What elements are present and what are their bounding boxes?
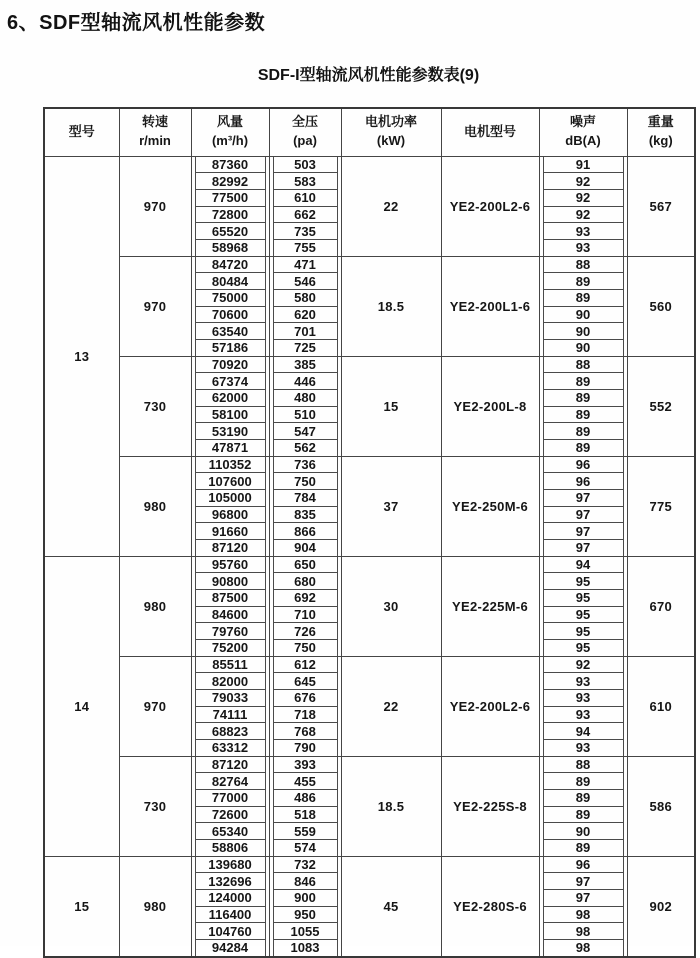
speed-cell: 980	[119, 556, 191, 656]
weight-cell: 586	[627, 756, 695, 856]
noise-value: 88	[543, 257, 624, 274]
noise-value: 88	[543, 757, 624, 774]
noise-value: 89	[543, 289, 624, 307]
flow-value: 67374	[195, 372, 266, 390]
pressure-column-cell	[269, 656, 341, 756]
flow-value: 82000	[195, 672, 266, 690]
motor-model-cell: YE2-200L2-6	[441, 656, 539, 756]
noise-value: 89	[543, 272, 624, 290]
noise-value: 97	[543, 506, 624, 524]
pressure-value: 610	[273, 189, 338, 207]
noise-value: 93	[543, 689, 624, 707]
col-header-motor: 电机型号	[441, 108, 539, 156]
pressure-value: 480	[273, 389, 338, 407]
noise-value: 94	[543, 722, 624, 740]
pressure-stack	[270, 257, 341, 356]
flow-value: 58806	[195, 839, 266, 856]
pressure-value: 835	[273, 506, 338, 524]
flow-value: 58100	[195, 406, 266, 424]
pressure-value: 846	[273, 872, 338, 890]
pressure-value: 784	[273, 489, 338, 507]
noise-value: 89	[543, 372, 624, 390]
pressure-value: 583	[273, 172, 338, 190]
noise-value: 94	[543, 557, 624, 574]
pressure-stack	[270, 857, 341, 956]
flow-value: 104760	[195, 922, 266, 940]
pressure-stack	[270, 357, 341, 456]
noise-value: 98	[543, 939, 624, 956]
noise-value: 95	[543, 589, 624, 607]
noise-value: 96	[543, 857, 624, 874]
flow-value: 79033	[195, 689, 266, 707]
noise-value: 93	[543, 706, 624, 724]
flow-column-cell	[191, 656, 269, 756]
motor-model-cell: YE2-200L2-6	[441, 156, 539, 256]
pressure-value: 574	[273, 839, 338, 856]
pressure-value: 518	[273, 806, 338, 824]
power-cell: 15	[341, 356, 441, 456]
pressure-value: 1083	[273, 939, 338, 956]
pressure-stack	[270, 757, 341, 856]
flow-value: 82992	[195, 172, 266, 190]
col-header-power: 电机功率 (kW)	[341, 108, 441, 156]
performance-table	[43, 107, 696, 958]
flow-stack	[192, 557, 269, 656]
flow-value: 65340	[195, 822, 266, 840]
speed-cell: 730	[119, 756, 191, 856]
flow-value: 84720	[195, 257, 266, 274]
flow-value: 74111	[195, 706, 266, 724]
power-cell: 37	[341, 456, 441, 556]
block-row	[44, 156, 695, 256]
power-cell: 18.5	[341, 256, 441, 356]
pressure-value: 750	[273, 472, 338, 490]
noise-column-cell	[539, 656, 627, 756]
noise-value: 95	[543, 639, 624, 656]
flow-value: 82764	[195, 772, 266, 790]
col-header-flow: 风量 (m³/h)	[191, 108, 269, 156]
noise-value: 97	[543, 539, 624, 556]
noise-value: 91	[543, 157, 624, 174]
noise-value: 89	[543, 806, 624, 824]
pressure-value: 455	[273, 772, 338, 790]
noise-value: 90	[543, 306, 624, 324]
pressure-value: 701	[273, 322, 338, 340]
pressure-value: 768	[273, 722, 338, 740]
noise-value: 92	[543, 657, 624, 674]
pressure-column-cell	[269, 756, 341, 856]
model-cell: 13	[44, 156, 119, 556]
power-cell: 45	[341, 856, 441, 957]
noise-value: 90	[543, 822, 624, 840]
noise-value: 97	[543, 489, 624, 507]
speed-cell: 970	[119, 256, 191, 356]
noise-value: 90	[543, 339, 624, 356]
noise-column-cell	[539, 756, 627, 856]
weight-cell: 567	[627, 156, 695, 256]
pressure-value: 736	[273, 457, 338, 474]
block-row	[44, 756, 695, 856]
motor-model-cell: YE2-225S-8	[441, 756, 539, 856]
weight-cell: 560	[627, 256, 695, 356]
noise-value: 89	[543, 789, 624, 807]
pressure-stack	[270, 457, 341, 556]
speed-cell: 730	[119, 356, 191, 456]
noise-column-cell	[539, 256, 627, 356]
pressure-value: 1055	[273, 922, 338, 940]
weight-cell: 902	[627, 856, 695, 957]
weight-cell: 610	[627, 656, 695, 756]
motor-model-cell: YE2-280S-6	[441, 856, 539, 957]
col-header-weight: 重量 (kg)	[627, 108, 695, 156]
noise-value: 89	[543, 839, 624, 856]
pressure-value: 503	[273, 157, 338, 174]
block-row	[44, 556, 695, 656]
flow-value: 85511	[195, 657, 266, 674]
pressure-column-cell	[269, 556, 341, 656]
flow-value: 63312	[195, 739, 266, 756]
pressure-value: 904	[273, 539, 338, 556]
block-row	[44, 356, 695, 456]
noise-value: 92	[543, 206, 624, 224]
flow-stack	[192, 357, 269, 456]
noise-stack	[540, 557, 627, 656]
flow-value: 47871	[195, 439, 266, 456]
noise-value: 93	[543, 222, 624, 240]
flow-value: 87120	[195, 757, 266, 774]
noise-value: 92	[543, 172, 624, 190]
model-cell: 15	[44, 856, 119, 957]
flow-value: 68823	[195, 722, 266, 740]
pressure-value: 446	[273, 372, 338, 390]
noise-value: 98	[543, 922, 624, 940]
pressure-value: 750	[273, 639, 338, 656]
power-cell: 18.5	[341, 756, 441, 856]
page-title: 6、SDF型轴流风机性能参数	[7, 12, 266, 34]
table-title: SDF-I型轴流风机性能参数表(9)	[257, 67, 480, 84]
col-header-speed: 转速 r/min	[119, 108, 191, 156]
speed-cell: 970	[119, 156, 191, 256]
flow-value: 91660	[195, 522, 266, 540]
flow-column-cell	[191, 456, 269, 556]
flow-value: 124000	[195, 889, 266, 907]
noise-value: 89	[543, 406, 624, 424]
pressure-value: 547	[273, 422, 338, 440]
flow-value: 87360	[195, 157, 266, 174]
header-row	[44, 108, 695, 156]
flow-column-cell	[191, 356, 269, 456]
noise-value: 88	[543, 357, 624, 374]
noise-column-cell	[539, 856, 627, 957]
flow-value: 132696	[195, 872, 266, 890]
weight-cell: 670	[627, 556, 695, 656]
power-cell: 30	[341, 556, 441, 656]
pressure-value: 645	[273, 672, 338, 690]
motor-model-cell: YE2-225M-6	[441, 556, 539, 656]
flow-column-cell	[191, 156, 269, 256]
block-row	[44, 656, 695, 756]
pressure-value: 755	[273, 239, 338, 256]
noise-value: 97	[543, 522, 624, 540]
noise-value: 89	[543, 389, 624, 407]
noise-value: 89	[543, 422, 624, 440]
pressure-value: 471	[273, 257, 338, 274]
flow-value: 62000	[195, 389, 266, 407]
flow-value: 87120	[195, 539, 266, 556]
pressure-column-cell	[269, 156, 341, 256]
pressure-value: 950	[273, 906, 338, 924]
pressure-value: 580	[273, 289, 338, 307]
model-cell: 14	[44, 556, 119, 856]
pressure-column-cell	[269, 256, 341, 356]
flow-value: 75200	[195, 639, 266, 656]
pressure-column-cell	[269, 456, 341, 556]
flow-value: 53190	[195, 422, 266, 440]
flow-stack	[192, 657, 269, 756]
pressure-value: 650	[273, 557, 338, 574]
pressure-value: 486	[273, 789, 338, 807]
pressure-value: 562	[273, 439, 338, 456]
flow-column-cell	[191, 256, 269, 356]
pressure-value: 680	[273, 572, 338, 590]
pressure-stack	[270, 657, 341, 756]
flow-stack	[192, 457, 269, 556]
pressure-value: 718	[273, 706, 338, 724]
speed-cell: 980	[119, 456, 191, 556]
pressure-value: 620	[273, 306, 338, 324]
block-row	[44, 856, 695, 957]
flow-value: 107600	[195, 472, 266, 490]
flow-value: 63540	[195, 322, 266, 340]
flow-value: 70600	[195, 306, 266, 324]
power-cell: 22	[341, 156, 441, 256]
motor-model-cell: YE2-200L1-6	[441, 256, 539, 356]
flow-value: 75000	[195, 289, 266, 307]
speed-cell: 980	[119, 856, 191, 957]
power-cell: 22	[341, 656, 441, 756]
flow-value: 139680	[195, 857, 266, 874]
pressure-value: 710	[273, 606, 338, 624]
flow-value: 70920	[195, 357, 266, 374]
pressure-value: 692	[273, 589, 338, 607]
flow-value: 80484	[195, 272, 266, 290]
noise-value: 89	[543, 772, 624, 790]
flow-stack	[192, 257, 269, 356]
pressure-value: 676	[273, 689, 338, 707]
flow-value: 77500	[195, 189, 266, 207]
pressure-value: 726	[273, 622, 338, 640]
flow-value: 90800	[195, 572, 266, 590]
block-row	[44, 256, 695, 356]
flow-stack	[192, 157, 269, 256]
flow-column-cell	[191, 856, 269, 957]
flow-stack	[192, 757, 269, 856]
noise-value: 93	[543, 239, 624, 256]
pressure-value: 393	[273, 757, 338, 774]
pressure-value: 732	[273, 857, 338, 874]
noise-stack	[540, 657, 627, 756]
flow-value: 58968	[195, 239, 266, 256]
flow-value: 79760	[195, 622, 266, 640]
flow-value: 105000	[195, 489, 266, 507]
noise-column-cell	[539, 156, 627, 256]
noise-value: 95	[543, 622, 624, 640]
noise-stack	[540, 857, 627, 956]
flow-value: 87500	[195, 589, 266, 607]
pressure-value: 866	[273, 522, 338, 540]
motor-model-cell: YE2-250M-6	[441, 456, 539, 556]
flow-value: 116400	[195, 906, 266, 924]
pressure-value: 735	[273, 222, 338, 240]
noise-column-cell	[539, 356, 627, 456]
noise-stack	[540, 457, 627, 556]
weight-cell: 552	[627, 356, 695, 456]
noise-value: 93	[543, 739, 624, 756]
flow-stack	[192, 857, 269, 956]
block-row	[44, 456, 695, 556]
flow-value: 57186	[195, 339, 266, 356]
speed-cell: 970	[119, 656, 191, 756]
pressure-stack	[270, 157, 341, 256]
noise-value: 96	[543, 457, 624, 474]
flow-value: 72800	[195, 206, 266, 224]
pressure-value: 612	[273, 657, 338, 674]
pressure-value: 385	[273, 357, 338, 374]
noise-stack	[540, 757, 627, 856]
noise-value: 97	[543, 889, 624, 907]
noise-value: 95	[543, 606, 624, 624]
motor-model-cell: YE2-200L-8	[441, 356, 539, 456]
noise-value: 97	[543, 872, 624, 890]
pressure-stack	[270, 557, 341, 656]
flow-value: 84600	[195, 606, 266, 624]
pressure-column-cell	[269, 856, 341, 957]
noise-stack	[540, 357, 627, 456]
pressure-value: 790	[273, 739, 338, 756]
noise-value: 95	[543, 572, 624, 590]
flow-column-cell	[191, 756, 269, 856]
col-header-noise: 噪声 dB(A)	[539, 108, 627, 156]
pressure-value: 662	[273, 206, 338, 224]
noise-column-cell	[539, 456, 627, 556]
noise-value: 92	[543, 189, 624, 207]
pressure-value: 546	[273, 272, 338, 290]
flow-value: 65520	[195, 222, 266, 240]
col-header-pressure: 全压 (pa)	[269, 108, 341, 156]
noise-column-cell	[539, 556, 627, 656]
noise-value: 96	[543, 472, 624, 490]
flow-value: 72600	[195, 806, 266, 824]
pressure-column-cell	[269, 356, 341, 456]
noise-value: 93	[543, 672, 624, 690]
col-header-model: 型号	[44, 108, 119, 156]
flow-value: 96800	[195, 506, 266, 524]
noise-stack	[540, 257, 627, 356]
noise-value: 90	[543, 322, 624, 340]
noise-stack	[540, 157, 627, 256]
flow-value: 77000	[195, 789, 266, 807]
flow-value: 95760	[195, 557, 266, 574]
noise-value: 98	[543, 906, 624, 924]
noise-value: 89	[543, 439, 624, 456]
flow-value: 94284	[195, 939, 266, 956]
flow-column-cell	[191, 556, 269, 656]
pressure-value: 559	[273, 822, 338, 840]
pressure-value: 900	[273, 889, 338, 907]
flow-value: 110352	[195, 457, 266, 474]
weight-cell: 775	[627, 456, 695, 556]
pressure-value: 510	[273, 406, 338, 424]
pressure-value: 725	[273, 339, 338, 356]
